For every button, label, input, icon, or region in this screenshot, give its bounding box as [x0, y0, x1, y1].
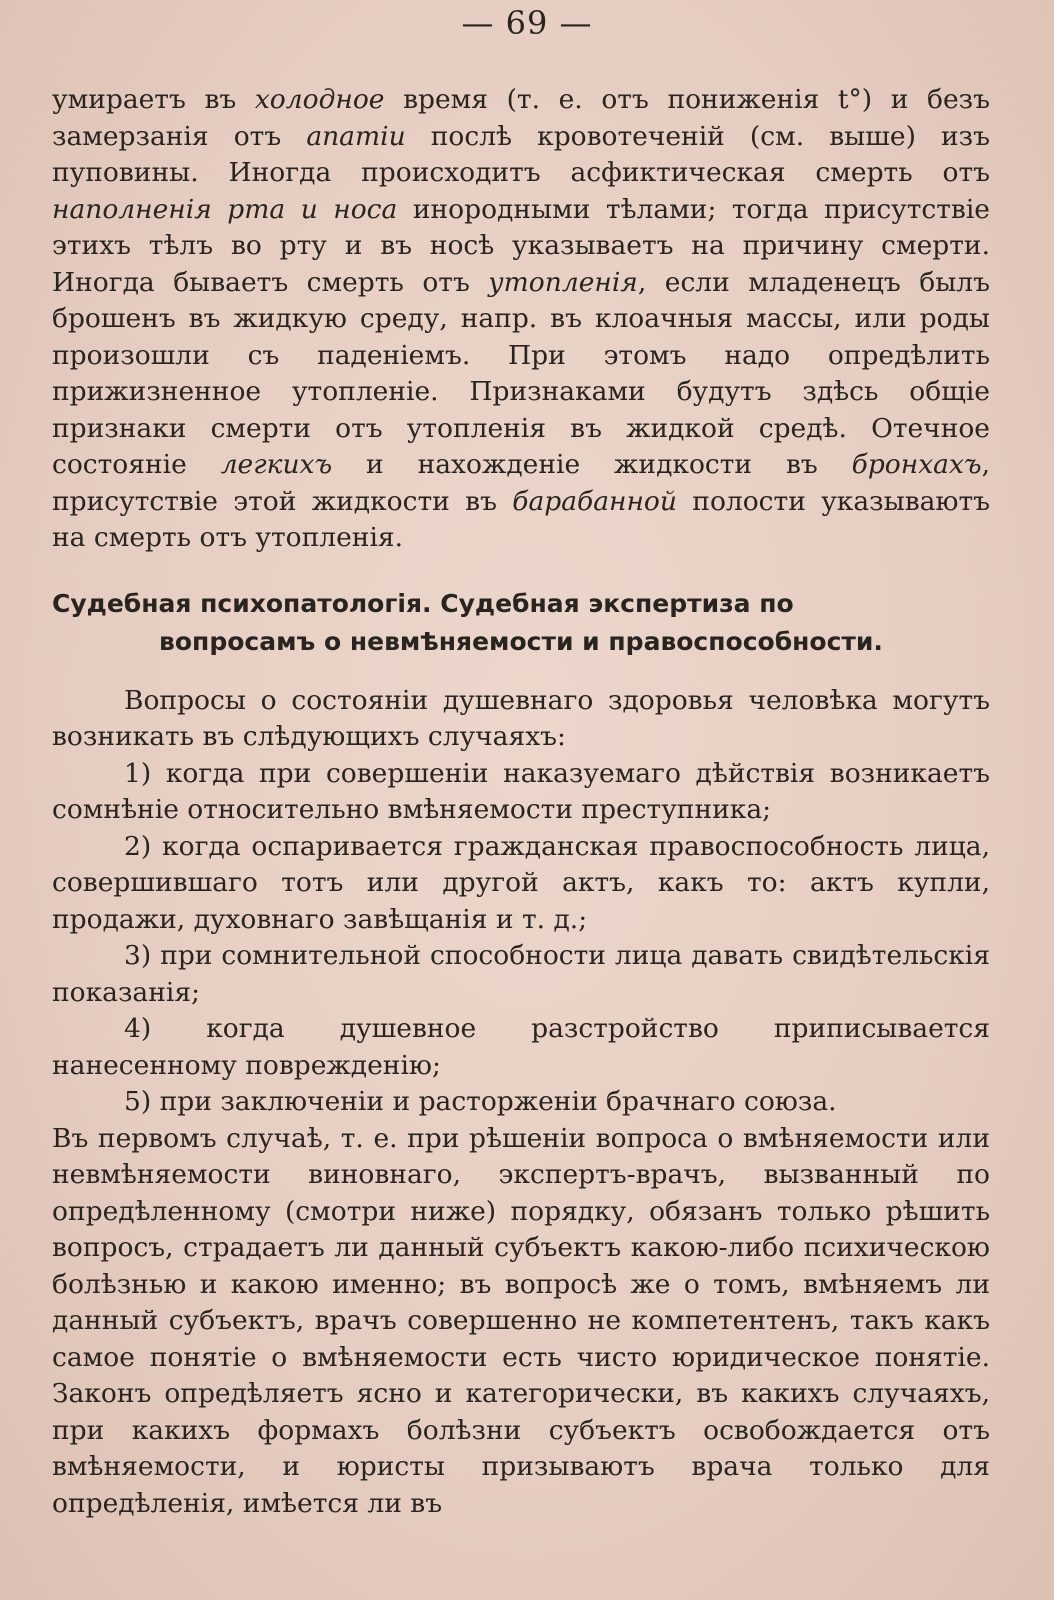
list-item: 4) когда душевное разстройство приписывается нанесенному поврежденію; — [52, 1013, 990, 1081]
page-text — [52, 82, 990, 1522]
list-item: 1) когда при совершеніи наказуемаго дѣйствія возникаетъ сомнѣніе относительно вмѣняемости преступника; — [52, 757, 990, 825]
page-number: — 69 — — [461, 4, 593, 42]
heading-line-2: вопросамъ о невмѣняемости и правоспособности. — [159, 626, 883, 656]
section-heading — [52, 585, 990, 661]
heading-line-1: Судебная психопатологія. Судебная экспертиза по — [52, 588, 794, 618]
list-item: 2) когда оспаривается гражданская правоспособность лица, совершившаго тотъ или другой актъ, какъ то: актъ купли, продажи, духовнаго завѣщанія и т. д.; — [52, 830, 990, 935]
paragraph-intro: Вопросы о состояніи душевнаго здоровья человѣка могутъ возникать въ слѣдующихъ случаяхъ: — [52, 684, 990, 752]
list-item: 3) при сомнительной способности лица давать свидѣтельскія показанія; — [52, 940, 990, 1008]
paragraph-infant-death: умираетъ въ холодное время (т. е. отъ пониженія t°) и безъ замерзанія отъ апатіи послѣ кровотеченій (см. выше) изъ пуповины. Иногда происходитъ асфиктическая смерть отъ наполненія рта и носа инородными тѣлами; тогда присутствіе этихъ тѣлъ во рту и въ носѣ указываетъ на причину смерти. Иногда бываетъ смерть отъ утопленія, если младенецъ былъ брошенъ въ жидкую среду, напр. въ клоачныя массы, или роды произошли съ паденіемъ. При этомъ надо опредѣлить прижизненное утопленіе. Признаками будутъ здѣсь общіе признаки смерти отъ утопленія въ жидкой средѣ. Отечное состояніе легкихъ и нахожденіе жидкости въ бронхахъ, присутствіе этой жидкости въ барабанной полости указываютъ на смерть отъ утопленія. — [52, 84, 991, 553]
paragraph-first-case: Въ первомъ случаѣ, т. е. при рѣшеніи вопроса о вмѣняемости или невмѣняемости виновнаго, экспертъ-врачъ, вызванный по опредѣленному (смотри ниже) порядку, обязанъ только рѣшить вопросъ, страдаетъ ли данный субъектъ какою-либо психическою болѣзнью и какою именно; въ вопросѣ же о томъ, вмѣняемъ ли данный субъектъ, врачъ совершенно не компетентенъ, такъ какъ самое понятіе о вмѣняемости есть чисто юридическое понятіе. Законъ опредѣляетъ ясно и категорически, въ какихъ случаяхъ, при какихъ формахъ болѣзни субъектъ освобождается отъ вмѣняемости, и юристы призываютъ врача только для опредѣленія, имѣется ли въ — [52, 1122, 990, 1519]
list-item: 5) при заключеніи и расторженіи брачнаго союза. — [124, 1086, 837, 1117]
